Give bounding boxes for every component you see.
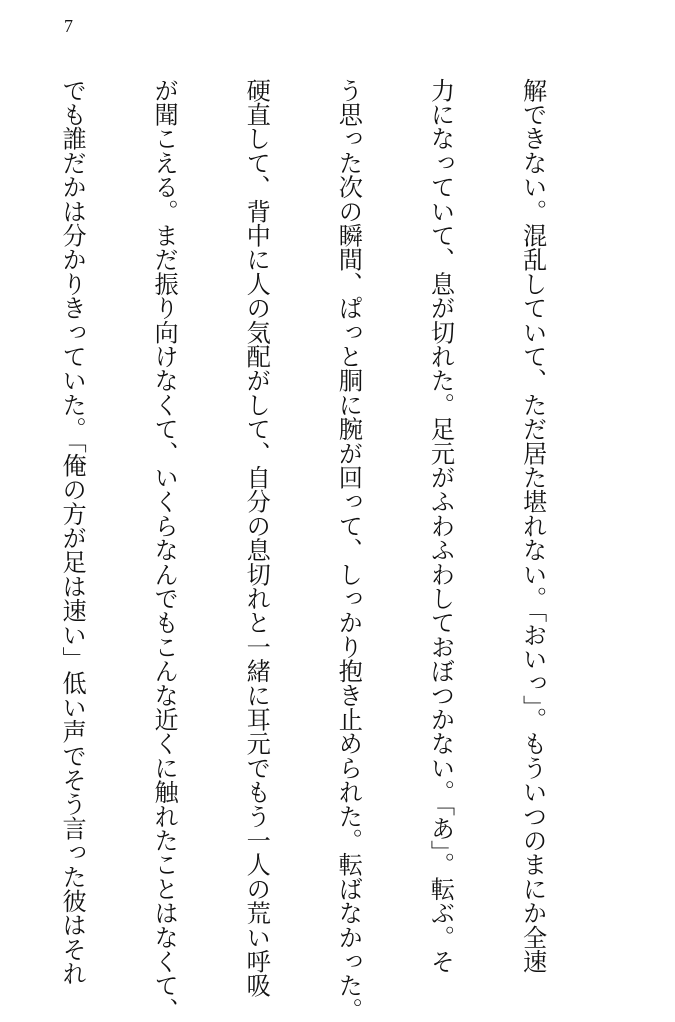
text-line: が聞こえる。まだ振り向けなくて、いくらなんでもこんな近くに触れたことはなくて、 — [150, 78, 179, 1022]
text-line: う思った次の瞬間、ぱっと胴に腕が回って、しっかり抱き止められた。転ばなかった。 — [334, 78, 363, 1022]
text-line: 硬直して、背中に人の気配がして、自分の息切れと一緒に耳元でもう一人の荒い呼吸 — [242, 78, 271, 998]
page-number: 7 — [64, 16, 73, 36]
text-line: 力になっていて、息が切れた。足元がふわふわしておぼつかない。「あ」。転ぶ。そ — [426, 78, 455, 974]
text-line: 解できない。混乱していて、ただ居た堪れない。「おいっ」。もういつのまにか全速 — [518, 78, 547, 974]
novel-text — [0, 78, 609, 1022]
text-line: でも誰だかは分かりきっていた。「俺の方が足は速い」低い声でそう言った彼はそれ — [58, 78, 87, 986]
